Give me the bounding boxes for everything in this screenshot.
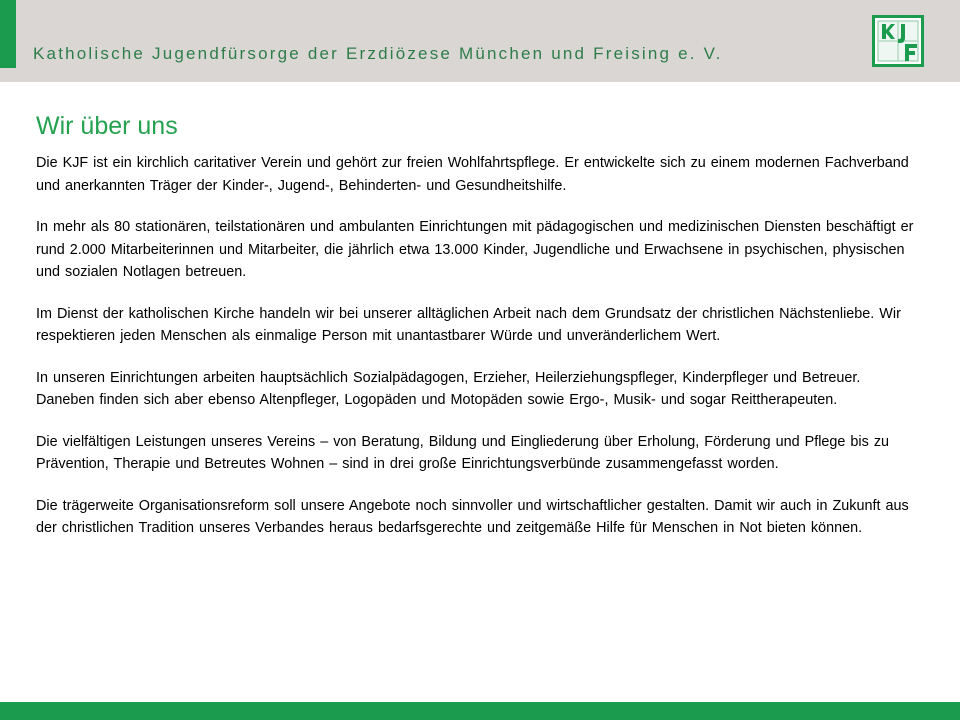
- page-title: Wir über uns: [36, 112, 178, 140]
- kjf-logo: [872, 15, 924, 67]
- header-bar: [0, 0, 960, 82]
- paragraph-6: Die trägerweite Organisationsreform soll unsere Angebote noch sinnvoller und wirtschaftlicher gestalten. Damit wir auch in Zukunft aus der christlichen Tradition unseres Verbandes heraus bedarfsgerechte und zeitgemäße Hilfe für Menschen in Not bieten können.: [36, 497, 909, 536]
- footer-bar: [0, 702, 960, 720]
- header-accent-stripe: [0, 0, 16, 68]
- paragraph-1: Die KJF ist ein kirchlich caritativer Verein und gehört zur freien Wohlfahrtspflege. Er entwickelte sich zu einem modernen Fachverband und anerkannten Träger der Kinder-, Jugend-, Behinderten- und Gesundheitshilfe.: [36, 155, 909, 194]
- content-body: [36, 152, 916, 559]
- paragraph-3: Im Dienst der katholischen Kirche handeln wir bei unserer alltäglichen Arbeit nach dem Grundsatz der christlichen Nächstenliebe. Wir respektieren jeden Menschen als einmalige Person mit unantastbarer Würde und unveränderlichem Wert.: [36, 305, 901, 344]
- paragraph-4: In unseren Einrichtungen arbeiten hauptsächlich Sozialpädagogen, Erzieher, Heilerziehungspfleger, Kinderpfleger und Betreuer. Daneben finden sich aber ebenso Altenpfleger, Logopäden und Motopäden sowie Ergo-, Musik- und sogar Reittherapeuten.: [36, 369, 861, 408]
- organization-name: Katholische Jugendfürsorge der Erzdiözese München und Freising e. V.: [33, 44, 723, 63]
- paragraph-5: Die vielfältigen Leistungen unseres Vereins – von Beratung, Bildung und Eingliederung über Erholung, Förderung und Pflege bis zu Prävention, Therapie und Betreutes Wohnen – sind in drei große Einrichtungsverbünde zusammengefasst worden.: [36, 433, 890, 472]
- paragraph-2: In mehr als 80 stationären, teilstationären und ambulanten Einrichtungen mit pädagogischen und medizinischen Diensten beschäftigt er rund 2.000 Mitarbeiterinnen und Mitarbeiter, die jährlich etwa 13.000 Kinder, Jugendliche und Erwachsene in psychischen, physischen und sozialen Notlagen betreuen.: [36, 219, 914, 280]
